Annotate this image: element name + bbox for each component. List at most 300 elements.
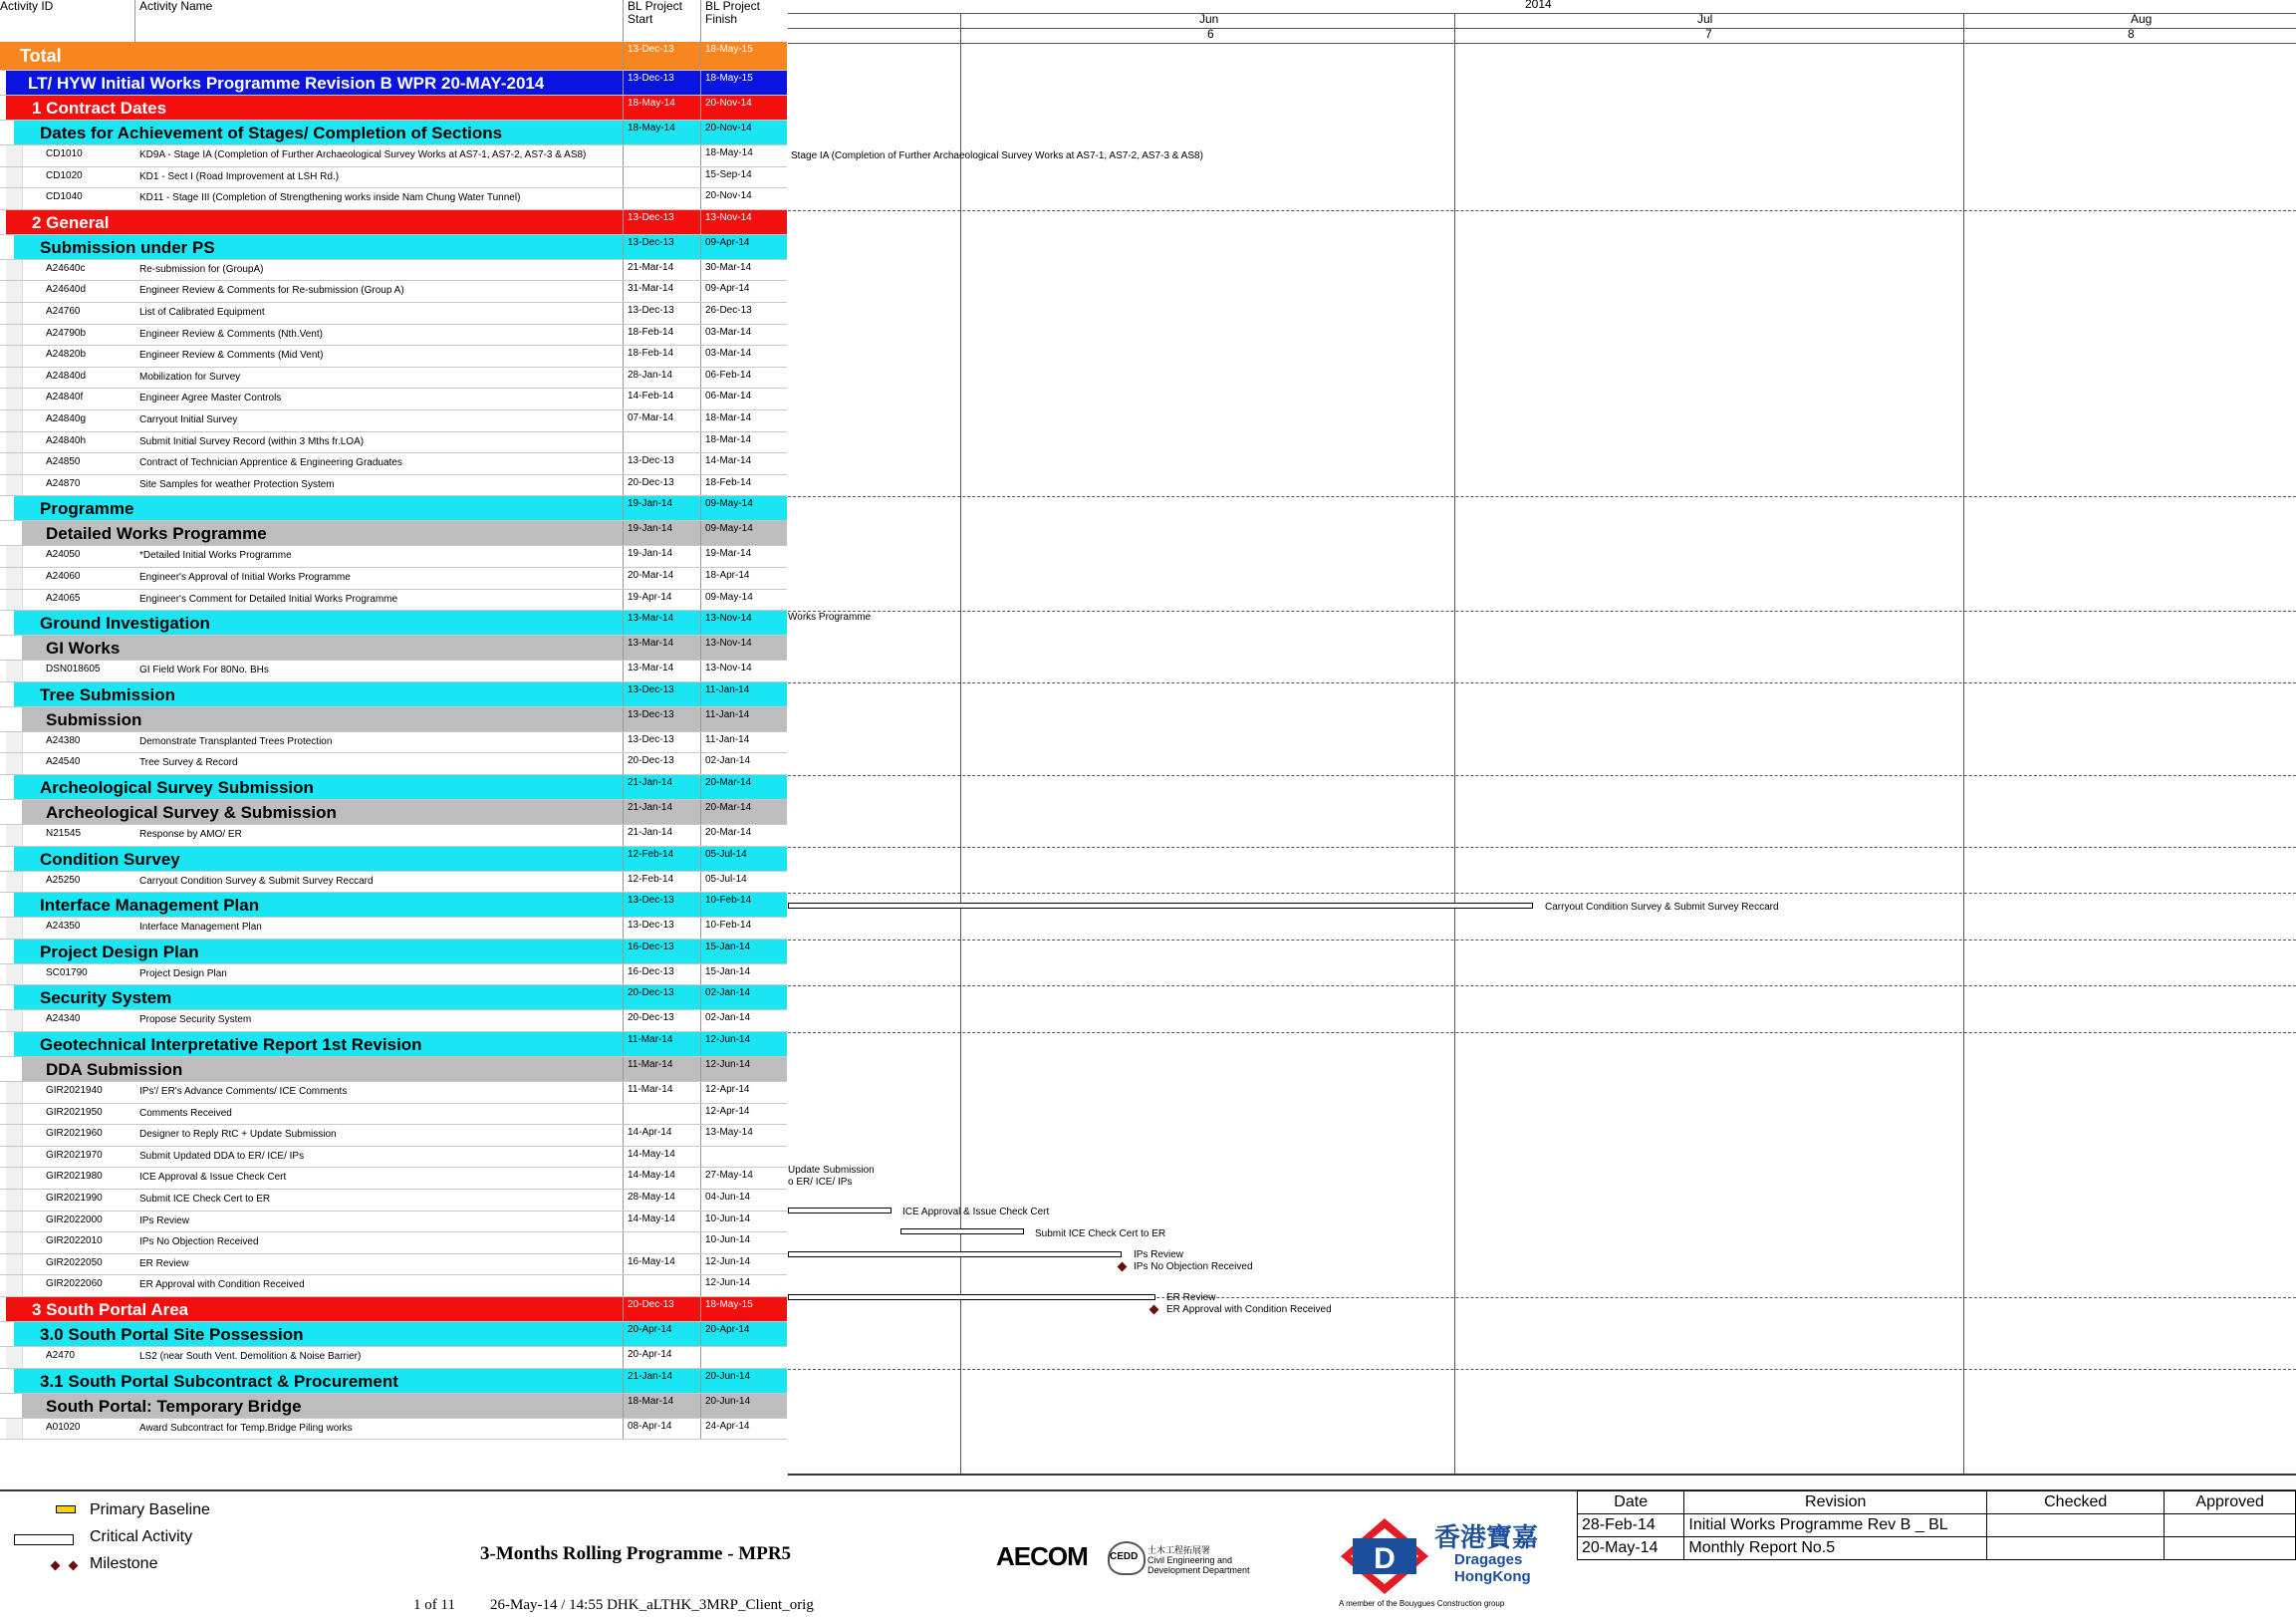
dragages-name-en-2: HongKong xyxy=(1454,1568,1531,1585)
bl-start-date: 18-Feb-14 xyxy=(628,348,674,360)
bl-finish-date: 11-Jan-14 xyxy=(705,683,750,695)
bl-finish-date: 20-Mar-14 xyxy=(705,802,752,813)
col-bl-finish[interactable]: BL Project Finish xyxy=(705,0,760,26)
table-row[interactable] xyxy=(0,1232,787,1254)
activity-name: KD9A - Stage IA (Completion of Further Archaeological Survey Works at AS7-1, AS7-2, AS7-3 & AS8) xyxy=(139,149,587,160)
run-info: 26-May-14 / 14:55 DHK_aLTHK_3MRP_Client_orig xyxy=(490,1597,814,1613)
gantt-label-update-submission-2: o ER/ ICE/ IPs xyxy=(788,1177,853,1188)
wbs-row[interactable] xyxy=(0,940,787,964)
bl-finish-date: 18-Feb-14 xyxy=(705,476,752,488)
bl-start-date: 11-Mar-14 xyxy=(628,1034,673,1045)
activity-name: Interface Management Plan xyxy=(40,896,260,916)
rev-cell xyxy=(2165,1537,2296,1560)
baseline-swatch-icon xyxy=(56,1505,76,1513)
table-row[interactable] xyxy=(0,1212,787,1233)
activity-name: Submit Updated DDA to ER/ ICE/ IPs xyxy=(139,1150,305,1162)
table-row[interactable] xyxy=(0,432,787,454)
bl-finish-date: 20-Jun-14 xyxy=(705,1370,751,1382)
activity-name: Archeological Survey Submission xyxy=(40,778,314,797)
activity-id: GIR2021990 xyxy=(46,1193,103,1204)
activity-name: Condition Survey xyxy=(40,849,180,869)
activity-name: Total xyxy=(20,46,62,66)
bl-start-date: 18-Mar-14 xyxy=(628,1395,674,1407)
table-row[interactable] xyxy=(0,167,787,189)
bl-finish-date: 09-May-14 xyxy=(705,523,753,535)
activity-name: IPs No Objection Received xyxy=(139,1236,259,1248)
milestone-er-approval[interactable] xyxy=(1149,1305,1159,1315)
bl-start-date: 08-Apr-14 xyxy=(628,1420,672,1432)
table-row[interactable] xyxy=(0,1104,787,1126)
activity-name: Engineer's Comment for Detailed Initial Works Programme xyxy=(139,593,398,605)
gantt-bar-submit-ice[interactable] xyxy=(900,1228,1024,1234)
activity-name: Submit Initial Survey Record (within 3 Mths fr.LOA) xyxy=(139,435,365,447)
bl-start-date: 19-Apr-14 xyxy=(628,591,672,603)
activity-name: Carryout Initial Survey xyxy=(139,414,238,425)
rev-row xyxy=(1578,1537,2296,1560)
activity-name: Archeological Survey & Submission xyxy=(46,803,337,822)
bl-start-date: 21-Jan-14 xyxy=(628,777,673,788)
activity-name: IPs Review xyxy=(139,1214,190,1226)
table-row[interactable] xyxy=(0,1010,787,1032)
activity-id: CD1010 xyxy=(46,148,83,159)
table-row[interactable] xyxy=(0,260,787,282)
rev-col-checked: Checked xyxy=(1987,1491,2165,1514)
bl-finish-date: 12-Jun-14 xyxy=(705,1034,751,1045)
bl-start-date: 20-Dec-13 xyxy=(628,1299,674,1310)
bl-start-date: 12-Feb-14 xyxy=(628,873,674,885)
bl-start-date: 07-Mar-14 xyxy=(628,412,674,423)
gantt-bar-ice-approval[interactable] xyxy=(788,1208,892,1213)
bl-finish-date: 20-Mar-14 xyxy=(705,777,752,788)
table-row[interactable] xyxy=(0,1254,787,1276)
table-row[interactable] xyxy=(0,1082,787,1104)
rev-row xyxy=(1578,1514,2296,1537)
bl-finish-date: 13-Nov-14 xyxy=(705,663,752,674)
bl-start-date: 18-Feb-14 xyxy=(628,326,674,338)
col-activity-id[interactable]: Activity ID xyxy=(0,0,54,13)
table-row[interactable] xyxy=(0,303,787,325)
activity-name: LT/ HYW Initial Works Programme Revision B WPR 20-MAY-2014 xyxy=(28,74,545,93)
gantt-bar-condition-survey[interactable] xyxy=(788,903,1533,909)
table-row[interactable] xyxy=(0,368,787,390)
table-row[interactable] xyxy=(0,188,787,210)
bl-start-date: 13-Mar-14 xyxy=(628,638,674,650)
rev-cell: 20-May-14 xyxy=(1578,1537,1684,1560)
table-row[interactable] xyxy=(0,325,787,347)
wbs-row[interactable] xyxy=(0,847,787,872)
cedd-abbrev: CEDD xyxy=(1110,1551,1139,1562)
wbs-row[interactable] xyxy=(0,1394,787,1419)
table-row[interactable] xyxy=(0,1347,787,1369)
bl-finish-date: 13-Nov-14 xyxy=(705,638,752,650)
table-row[interactable] xyxy=(0,475,787,497)
page-number: 1 of 11 xyxy=(413,1597,455,1613)
wbs-row[interactable] xyxy=(0,42,787,71)
wbs-row[interactable] xyxy=(0,800,787,825)
bl-finish-date: 24-Apr-14 xyxy=(705,1420,750,1432)
activity-name: Engineer Review & Comments (Nth.Vent) xyxy=(139,328,323,340)
activity-name: Project Design Plan xyxy=(139,967,227,979)
table-row[interactable] xyxy=(0,918,787,940)
wbs-row[interactable] xyxy=(0,1369,787,1394)
activity-id: A24840h xyxy=(46,434,87,446)
bl-start-date: 19-Jan-14 xyxy=(628,498,673,510)
bl-start-date: 13-Dec-13 xyxy=(628,920,674,932)
bl-finish-date: 12-Apr-14 xyxy=(705,1084,750,1095)
bl-finish-date: 02-Jan-14 xyxy=(705,1012,751,1024)
bl-start-date: 21-Jan-14 xyxy=(628,827,673,838)
bl-start-date: 20-Dec-13 xyxy=(628,987,674,999)
table-row[interactable] xyxy=(0,546,787,568)
bl-start-date: 13-Dec-13 xyxy=(628,708,674,720)
table-row[interactable] xyxy=(0,145,787,167)
activity-id: SC01790 xyxy=(46,966,88,978)
activity-name: Submission under PS xyxy=(40,237,215,257)
month-num-6: 6 xyxy=(1207,27,1214,41)
rev-col-revision: Revision xyxy=(1684,1491,1987,1514)
gantt-label-works-programme: Works Programme xyxy=(788,612,872,623)
activity-name: Comments Received xyxy=(139,1107,232,1119)
activity-name: Carryout Condition Survey & Submit Survey Reccard xyxy=(139,875,374,887)
bl-start-date: 31-Mar-14 xyxy=(628,283,674,295)
bl-start-date: 20-Apr-14 xyxy=(628,1349,672,1360)
wbs-row[interactable] xyxy=(0,1032,787,1057)
bl-finish-date: 12-Jun-14 xyxy=(705,1277,751,1289)
activity-id: A24640d xyxy=(46,284,87,296)
activity-name: Detailed Works Programme xyxy=(46,524,267,544)
wbs-row[interactable] xyxy=(0,496,787,521)
wbs-row[interactable] xyxy=(0,682,787,707)
gantt-label-submit-ice: Submit ICE Check Cert to ER xyxy=(1035,1228,1166,1239)
activity-name: Re-submission for (GroupA) xyxy=(139,263,264,275)
milestone-swatch-icon xyxy=(51,1561,61,1571)
cedd-logo-icon xyxy=(1108,1541,1146,1575)
bl-finish-date: 18-May-15 xyxy=(705,1299,753,1310)
col-bl-start[interactable]: BL Project Start xyxy=(628,0,682,26)
table-row[interactable] xyxy=(0,590,787,612)
table-row[interactable] xyxy=(0,568,787,590)
bl-start-date: 12-Feb-14 xyxy=(628,848,674,860)
activity-name: Response by AMO/ ER xyxy=(139,829,242,840)
bl-finish-date: 18-May-15 xyxy=(705,44,753,55)
rev-col-approved: Approved xyxy=(2165,1491,2296,1514)
activity-name: Mobilization for Survey xyxy=(139,371,241,383)
activity-name: LS2 (near South Vent. Demolition & Noise Barrier) xyxy=(139,1351,362,1362)
activity-id: GIR2022010 xyxy=(46,1235,103,1247)
wbs-row[interactable] xyxy=(0,96,787,121)
activity-name: Award Subcontract for Temp.Bridge Piling works xyxy=(139,1422,353,1434)
activity-name: KD11 - Stage III (Completion of Strengthening works inside Nam Chung Water Tunnel) xyxy=(139,192,521,204)
activity-name: Security System xyxy=(40,988,172,1008)
activity-name: ER Approval with Condition Received xyxy=(139,1279,305,1291)
gantt-label-er-approval: ER Approval with Condition Received xyxy=(1166,1304,1332,1315)
table-row[interactable] xyxy=(0,1275,787,1297)
activity-name: Site Samples for weather Protection System xyxy=(139,478,335,490)
rev-cell xyxy=(1987,1537,2165,1560)
activity-name: Ground Investigation xyxy=(40,614,210,634)
activity-id: A24760 xyxy=(46,306,81,317)
bl-finish-date: 13-Nov-14 xyxy=(705,211,752,223)
rev-cell: Monthly Report No.5 xyxy=(1684,1537,1987,1560)
table-row[interactable] xyxy=(0,753,787,775)
table-row[interactable] xyxy=(0,346,787,368)
gantt-label-ice-approval: ICE Approval & Issue Check Cert xyxy=(902,1207,1050,1217)
bl-start-date: 16-Dec-13 xyxy=(628,941,674,952)
bl-finish-date: 20-Mar-14 xyxy=(705,827,752,838)
cedd-name-en-1: Civil Engineering and xyxy=(1148,1555,1233,1565)
activity-id: A24870 xyxy=(46,477,81,489)
bl-start-date: 11-Mar-14 xyxy=(628,1059,673,1070)
col-activity-name[interactable]: Activity Name xyxy=(139,0,213,13)
aecom-logo: AECOM xyxy=(996,1541,1088,1571)
bl-start-date: 18-May-14 xyxy=(628,123,675,134)
wbs-row[interactable] xyxy=(0,521,787,546)
wbs-row[interactable] xyxy=(0,71,787,96)
wbs-row[interactable] xyxy=(0,893,787,918)
bl-finish-date: 19-Mar-14 xyxy=(705,548,752,560)
bl-start-date: 14-May-14 xyxy=(628,1148,675,1160)
activity-id: GIR2022000 xyxy=(46,1213,103,1225)
gantt-chart xyxy=(788,0,2296,1475)
activity-name: Programme xyxy=(40,499,134,519)
report-title: 3-Months Rolling Programme - MPR5 xyxy=(480,1543,792,1564)
activity-id: A25250 xyxy=(46,874,81,886)
bl-finish-date: 27-May-14 xyxy=(705,1170,753,1182)
bl-finish-date: 20-Jun-14 xyxy=(705,1395,751,1407)
bl-start-date: 28-May-14 xyxy=(628,1192,675,1203)
activity-id: CD1020 xyxy=(46,169,83,181)
bl-start-date: 21-Mar-14 xyxy=(628,261,674,273)
activity-id: DSN018605 xyxy=(46,664,101,675)
gantt-bar-er-review[interactable] xyxy=(788,1294,1155,1300)
bl-finish-date: 18-Apr-14 xyxy=(705,570,750,581)
bl-start-date: 20-Dec-13 xyxy=(628,476,674,488)
bl-finish-date: 18-Mar-14 xyxy=(705,412,752,423)
activity-name: List of Calibrated Equipment xyxy=(139,307,265,318)
wbs-row[interactable] xyxy=(0,1322,787,1347)
wbs-row[interactable] xyxy=(0,1057,787,1082)
gantt-label-er-review: ER Review xyxy=(1166,1292,1216,1303)
bl-finish-date: 04-Jun-14 xyxy=(705,1192,751,1203)
table-row[interactable] xyxy=(0,1147,787,1169)
activity-id: A24840f xyxy=(46,392,84,404)
bl-finish-date: 26-Dec-13 xyxy=(705,305,752,316)
bl-finish-date: 03-Mar-14 xyxy=(705,348,752,360)
bl-start-date: 20-Dec-13 xyxy=(628,1012,674,1024)
activity-name: Designer to Reply RtC + Update Submission xyxy=(139,1129,337,1141)
bl-finish-date: 12-Apr-14 xyxy=(705,1105,750,1117)
rev-cell: Initial Works Programme Rev B _ BL xyxy=(1684,1514,1987,1537)
table-row[interactable] xyxy=(0,1419,787,1441)
bl-start-date: 21-Jan-14 xyxy=(628,802,673,813)
bl-start-date: 13-Dec-13 xyxy=(628,733,674,745)
activity-id: A24065 xyxy=(46,592,81,604)
bl-finish-date: 18-May-15 xyxy=(705,73,753,84)
timeline-year: 2014 xyxy=(1525,0,1552,11)
cedd-name-en-2: Development Department xyxy=(1148,1565,1250,1575)
bl-start-date: 13-Mar-14 xyxy=(628,663,674,674)
rev-cell xyxy=(1987,1514,2165,1537)
bl-finish-date: 09-Apr-14 xyxy=(705,283,750,295)
activity-name: Interface Management Plan xyxy=(139,922,262,934)
bl-start-date: 16-May-14 xyxy=(628,1255,675,1267)
dragages-tagline: A member of the Bouygues Construction group xyxy=(1339,1599,1505,1608)
activity-id: A24340 xyxy=(46,1013,81,1025)
table-row[interactable] xyxy=(0,389,787,410)
bl-finish-date: 18-May-14 xyxy=(705,147,753,158)
activity-name: South Portal: Temporary Bridge xyxy=(46,1396,302,1416)
table-row[interactable] xyxy=(0,872,787,894)
bl-finish-date: 12-Jun-14 xyxy=(705,1255,751,1267)
bl-start-date: 20-Apr-14 xyxy=(628,1324,672,1335)
activity-id: GIR2021980 xyxy=(46,1171,103,1183)
bl-start-date: 13-Dec-13 xyxy=(628,211,674,223)
table-row[interactable] xyxy=(0,410,787,432)
bl-start-date: 28-Jan-14 xyxy=(628,369,673,381)
table-row[interactable] xyxy=(0,964,787,986)
bl-finish-date: 30-Mar-14 xyxy=(705,261,752,273)
bl-start-date: 18-May-14 xyxy=(628,98,675,109)
wbs-row[interactable] xyxy=(0,636,787,661)
activity-name: Submission xyxy=(46,709,142,729)
activity-name: Dates for Achievement of Stages/ Completion of Sections xyxy=(40,124,503,142)
bl-finish-date: 09-May-14 xyxy=(705,591,753,603)
cedd-name-cn: 土木工程拓展署 xyxy=(1148,1545,1211,1555)
bl-finish-date: 06-Mar-14 xyxy=(705,391,752,403)
wbs-row[interactable] xyxy=(0,611,787,636)
activity-name: Engineer Agree Master Controls xyxy=(139,393,282,404)
activity-name: *Detailed Initial Works Programme xyxy=(139,550,292,562)
wbs-row[interactable] xyxy=(0,775,787,800)
bl-start-date: 16-Dec-13 xyxy=(628,965,674,977)
activity-id: GIR2021950 xyxy=(46,1106,103,1118)
rev-cell: 28-Feb-14 xyxy=(1578,1514,1684,1537)
bl-finish-date: 20-Nov-14 xyxy=(705,98,752,109)
bl-finish-date: 11-Jan-14 xyxy=(705,733,750,745)
bl-start-date: 13-Dec-13 xyxy=(628,44,674,55)
activity-name: GI Field Work For 80No. BHs xyxy=(139,665,269,676)
wbs-row[interactable] xyxy=(0,1297,787,1322)
activity-name: Submit ICE Check Cert to ER xyxy=(139,1194,271,1205)
activity-name: Engineer Review & Comments (Mid Vent) xyxy=(139,350,324,362)
activity-id: A24380 xyxy=(46,734,81,746)
activity-name: 1 Contract Dates xyxy=(32,99,167,118)
bl-finish-date: 20-Apr-14 xyxy=(705,1324,750,1335)
bl-finish-date: 20-Nov-14 xyxy=(705,123,752,134)
bl-finish-date: 02-Jan-14 xyxy=(705,755,751,767)
table-row[interactable] xyxy=(0,453,787,475)
table-row[interactable] xyxy=(0,1190,787,1212)
bl-finish-date: 03-Mar-14 xyxy=(705,326,752,338)
bl-finish-date: 18-Mar-14 xyxy=(705,433,752,445)
dragages-name-cn: 香港寶嘉 xyxy=(1434,1522,1539,1552)
table-row[interactable] xyxy=(0,281,787,303)
activity-name: Project Design Plan xyxy=(40,942,199,961)
month-aug: Aug xyxy=(2131,12,2153,26)
bl-finish-date: 05-Jul-14 xyxy=(705,848,747,860)
activity-name: KD1 - Sect I (Road Improvement at LSH Rd.) xyxy=(139,170,340,182)
activity-name: 2 General xyxy=(32,212,110,232)
wbs-row[interactable] xyxy=(0,235,787,260)
bl-start-date: 19-Jan-14 xyxy=(628,548,673,560)
bl-finish-date: 14-Mar-14 xyxy=(705,455,752,467)
bl-finish-date: 09-Apr-14 xyxy=(705,236,750,248)
rev-col-date: Date xyxy=(1578,1491,1684,1514)
bl-finish-date: 09-May-14 xyxy=(705,498,753,510)
activity-name: IPs'/ ER's Advance Comments/ ICE Comments xyxy=(139,1086,348,1097)
month-num-8: 8 xyxy=(2128,27,2135,41)
activity-id: GIR2022060 xyxy=(46,1278,103,1290)
activity-id: A24850 xyxy=(46,456,81,468)
wbs-row[interactable] xyxy=(0,985,787,1010)
bl-finish-date: 10-Feb-14 xyxy=(705,895,752,907)
bl-start-date: 14-Feb-14 xyxy=(628,391,674,403)
bl-finish-date: 11-Jan-14 xyxy=(705,708,750,720)
critical-swatch-icon xyxy=(14,1534,74,1545)
table-row[interactable] xyxy=(0,1168,787,1190)
activity-id: A24050 xyxy=(46,549,81,561)
wbs-row[interactable] xyxy=(0,707,787,732)
activity-id: A24840g xyxy=(46,413,87,424)
activity-id: A24060 xyxy=(46,571,81,582)
bl-finish-date: 06-Feb-14 xyxy=(705,369,752,381)
activity-name: Demonstrate Transplanted Trees Protection xyxy=(139,735,333,747)
legend-baseline: Primary Baseline xyxy=(90,1501,210,1518)
table-row[interactable] xyxy=(0,661,787,682)
wbs-row[interactable] xyxy=(0,121,787,145)
activity-id: A24540 xyxy=(46,756,81,768)
activity-id: A01020 xyxy=(46,1421,81,1433)
table-row[interactable] xyxy=(0,1125,787,1147)
bl-finish-date: 10-Jun-14 xyxy=(705,1234,751,1246)
activity-name: 3.1 South Portal Subcontract & Procurement xyxy=(40,1371,398,1391)
gantt-label-ips-no-objection: IPs No Objection Received xyxy=(1134,1261,1253,1272)
activity-name: Engineer's Approval of Initial Works Programme xyxy=(139,572,351,583)
bl-start-date: 14-Apr-14 xyxy=(628,1127,672,1139)
bl-start-date: 13-Dec-13 xyxy=(628,73,674,84)
bl-start-date: 13-Dec-13 xyxy=(628,455,674,467)
bl-finish-date: 15-Jan-14 xyxy=(705,965,751,977)
dragages-name-en-1: Dragages xyxy=(1454,1551,1523,1568)
activity-id: GIR2021940 xyxy=(46,1085,103,1096)
bl-start-date: 19-Jan-14 xyxy=(628,523,673,535)
activity-id: CD1040 xyxy=(46,191,83,203)
activity-name: GI Works xyxy=(46,639,121,659)
legend-critical: Critical Activity xyxy=(90,1528,193,1545)
bl-start-date: 13-Dec-13 xyxy=(628,236,674,248)
dragages-logo-icon xyxy=(1339,1516,1430,1596)
activity-name: Engineer Review & Comments for Re-submission (Group A) xyxy=(139,285,404,297)
activity-id: GIR2021970 xyxy=(46,1149,103,1161)
activity-id: A24840d xyxy=(46,370,87,382)
gantt-bar-ips-review[interactable] xyxy=(788,1251,1122,1257)
bl-finish-date: 10-Feb-14 xyxy=(705,920,752,932)
activity-id: A24640c xyxy=(46,262,86,274)
gantt-label-stage1a: Stage IA (Completion of Further Archaeological Survey Works at AS7-1, AS7-2, AS7-3 & AS8) xyxy=(791,150,1203,161)
wbs-row[interactable] xyxy=(0,210,787,235)
table-row[interactable] xyxy=(0,732,787,754)
bl-finish-date: 02-Jan-14 xyxy=(705,987,751,999)
bl-start-date: 14-May-14 xyxy=(628,1213,675,1224)
milestone-ips-no-objection[interactable] xyxy=(1118,1262,1128,1272)
bl-start-date: 20-Dec-13 xyxy=(628,755,674,767)
activity-name: Tree Submission xyxy=(40,684,176,704)
rev-cell xyxy=(2165,1514,2296,1537)
month-jul: Jul xyxy=(1697,12,1713,26)
bl-finish-date: 15-Sep-14 xyxy=(705,168,752,180)
activity-name: Geotechnical Interpretative Report 1st Revision xyxy=(40,1035,422,1054)
table-row[interactable] xyxy=(0,825,787,847)
